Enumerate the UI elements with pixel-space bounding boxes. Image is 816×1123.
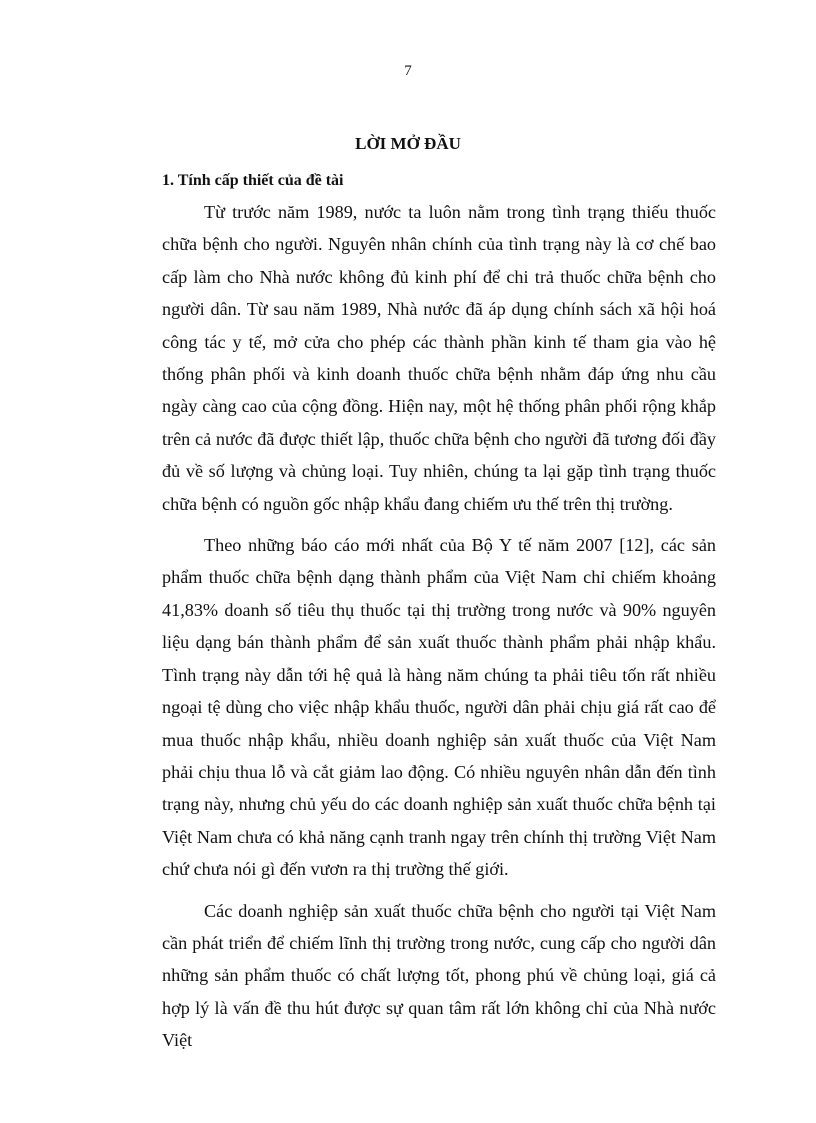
page-number: 7 — [404, 63, 412, 79]
paragraph-2: Theo những báo cáo mới nhất của Bộ Y tế năm 2007 [12], các sản phẩm thuốc chữa bệnh dạng thành phẩm của Việt Nam chỉ chiếm khoảng 41,83% doanh số tiêu thụ thuốc tại thị trường trong nước và 90% nguyên liệu dạng bán thành phẩm để sản xuất thuốc thành phẩm phải nhập khẩu. Tình trạng này dẫn tới hệ quả là hàng năm chúng ta phải tiêu tốn rất nhiều ngoại tệ dùng cho việc nhập khẩu thuốc, người dân phải chịu giá rất cao để mua thuốc nhập khẩu, nhiều doanh nghiệp sản xuất thuốc của Việt Nam phải chịu thua lỗ và cắt giảm lao động. Có nhiều nguyên nhân dẫn đến tình trạng này, nhưng chủ yếu do các doanh nghiệp sản xuất thuốc chữa bệnh tại Việt Nam chưa có khả năng cạnh tranh ngay trên chính thị trường Việt Nam chứ chưa nói gì đến vươn ra thị trường thế giới. — [162, 535, 716, 880]
page-title: LỜI MỞ ĐẦU — [355, 134, 461, 153]
paragraph-1: Từ trước năm 1989, nước ta luôn nằm trong tình trạng thiếu thuốc chữa bệnh cho người. Nguyên nhân chính của tình trạng này là cơ chế bao cấp làm cho Nhà nước không đủ kinh phí để chi trả thuốc chữa bệnh cho người dân. Từ sau năm 1989, Nhà nước đã áp dụng chính sách xã hội hoá công tác y tế, mở cửa cho phép các thành phần kinh tế tham gia vào hệ thống phân phối và kinh doanh thuốc chữa bệnh nhằm đáp ứng nhu cầu ngày càng cao của cộng đồng. Hiện nay, một hệ thống phân phối rộng khắp trên cả nước đã được thiết lập, thuốc chữa bệnh cho người đã tương đối đầy đủ về số lượng và chủng loại. Tuy nhiên, chúng ta lại gặp tình trạng thuốc chữa bệnh có nguồn gốc nhập khẩu đang chiếm ưu thế trên thị trường. — [162, 202, 716, 514]
paragraph-3: Các doanh nghiệp sản xuất thuốc chữa bệnh cho người tại Việt Nam cần phát triển để chiếm lĩnh thị trường trong nước, cung cấp cho người dân những sản phẩm thuốc có chất lượng tốt, phong phú về chủng loại, giá cả hợp lý là vấn đề thu hút được sự quan tâm rất lớn không chỉ của Nhà nước Việt — [162, 900, 716, 1051]
section-heading: 1. Tính cấp thiết của đề tài — [162, 172, 344, 189]
body-text — [162, 196, 716, 1057]
